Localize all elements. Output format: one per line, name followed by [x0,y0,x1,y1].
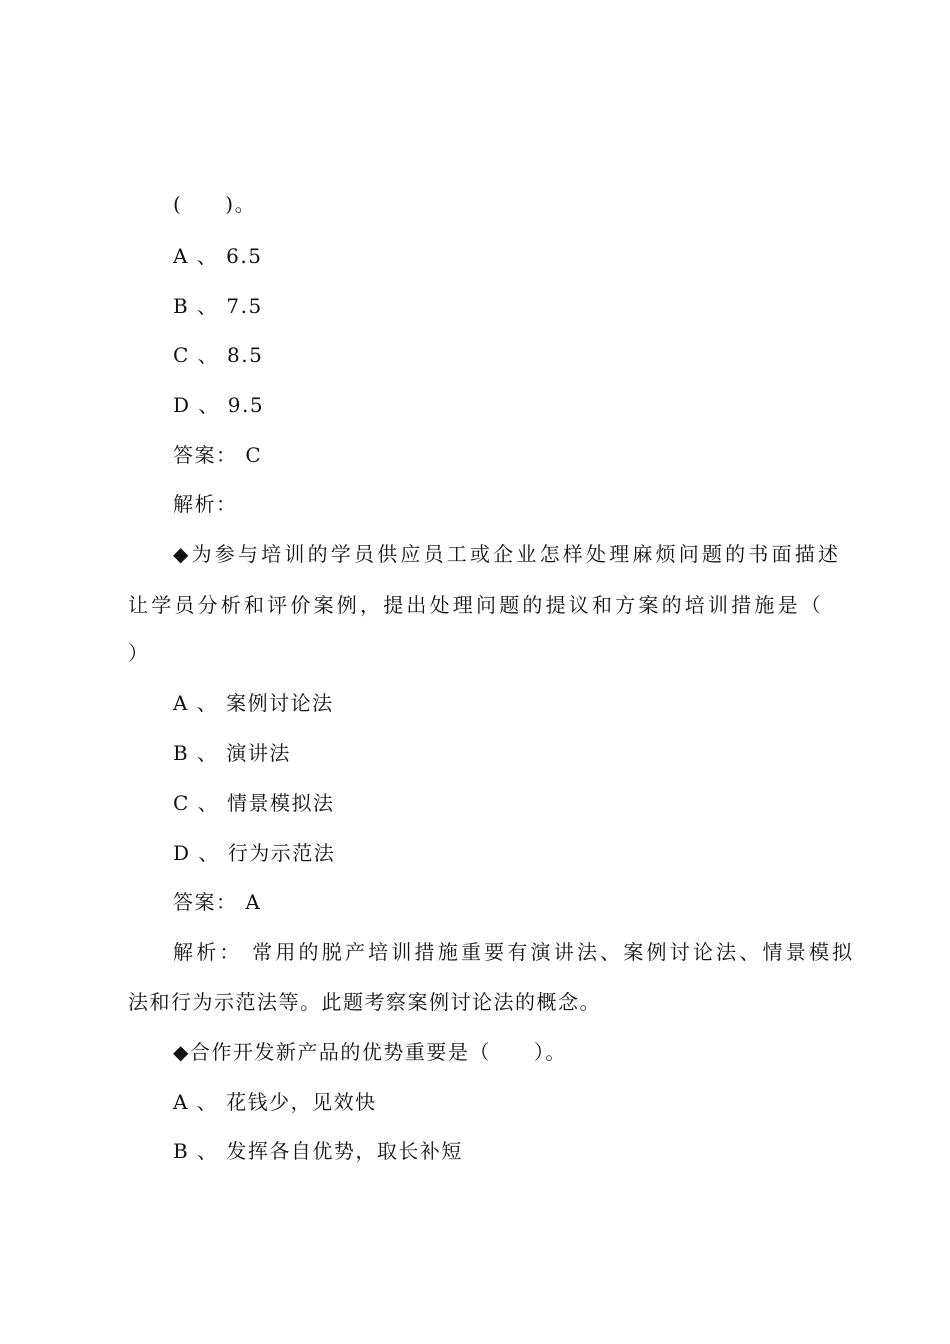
question-2-stem-line-3: ） [128,641,150,665]
question-2-option-c: C 、 情景模拟法 [173,791,335,815]
question-2-option-d: D 、 行为示范法 [173,841,336,865]
question-1-analysis: 解析： [173,492,238,516]
question-3-option-b: B 、 发挥各自优势，取长补短 [173,1139,463,1163]
question-2-answer: 答案： A [173,890,262,914]
question-2-analysis-line-1: 解析： 常用的脱产培训措施重要有演讲法、案例讨论法、情景模拟 [173,940,856,964]
question-2-stem-line-2: 让学员分析和评价案例，提出处理问题的提议和方案的培训措施是（ [128,593,824,617]
question-1-option-d: D 、 9.5 [173,393,265,417]
question-1-option-a: A 、 6.5 [173,244,263,268]
question-2-option-a: A 、 案例讨论法 [173,691,334,715]
question-3-option-a: A 、 花钱少，见效快 [173,1090,377,1114]
question-1-stem-tail: ( )。 [173,192,257,216]
question-3-stem: ◆合作开发新产品的优势重要是（ ）。 [173,1040,567,1064]
question-1-answer: 答案： C [173,443,263,467]
question-1-option-b: B 、 7.5 [173,294,263,318]
question-2-stem-line-1: ◆为参与培训的学员供应员工或企业怎样处理麻烦问题的书面描述 [173,542,842,566]
question-2-analysis-line-2: 法和行为示范法等。此题考察案例讨论法的概念。 [128,990,601,1014]
question-2-option-b: B 、 演讲法 [173,741,291,765]
question-1-option-c: C 、 8.5 [173,343,264,367]
